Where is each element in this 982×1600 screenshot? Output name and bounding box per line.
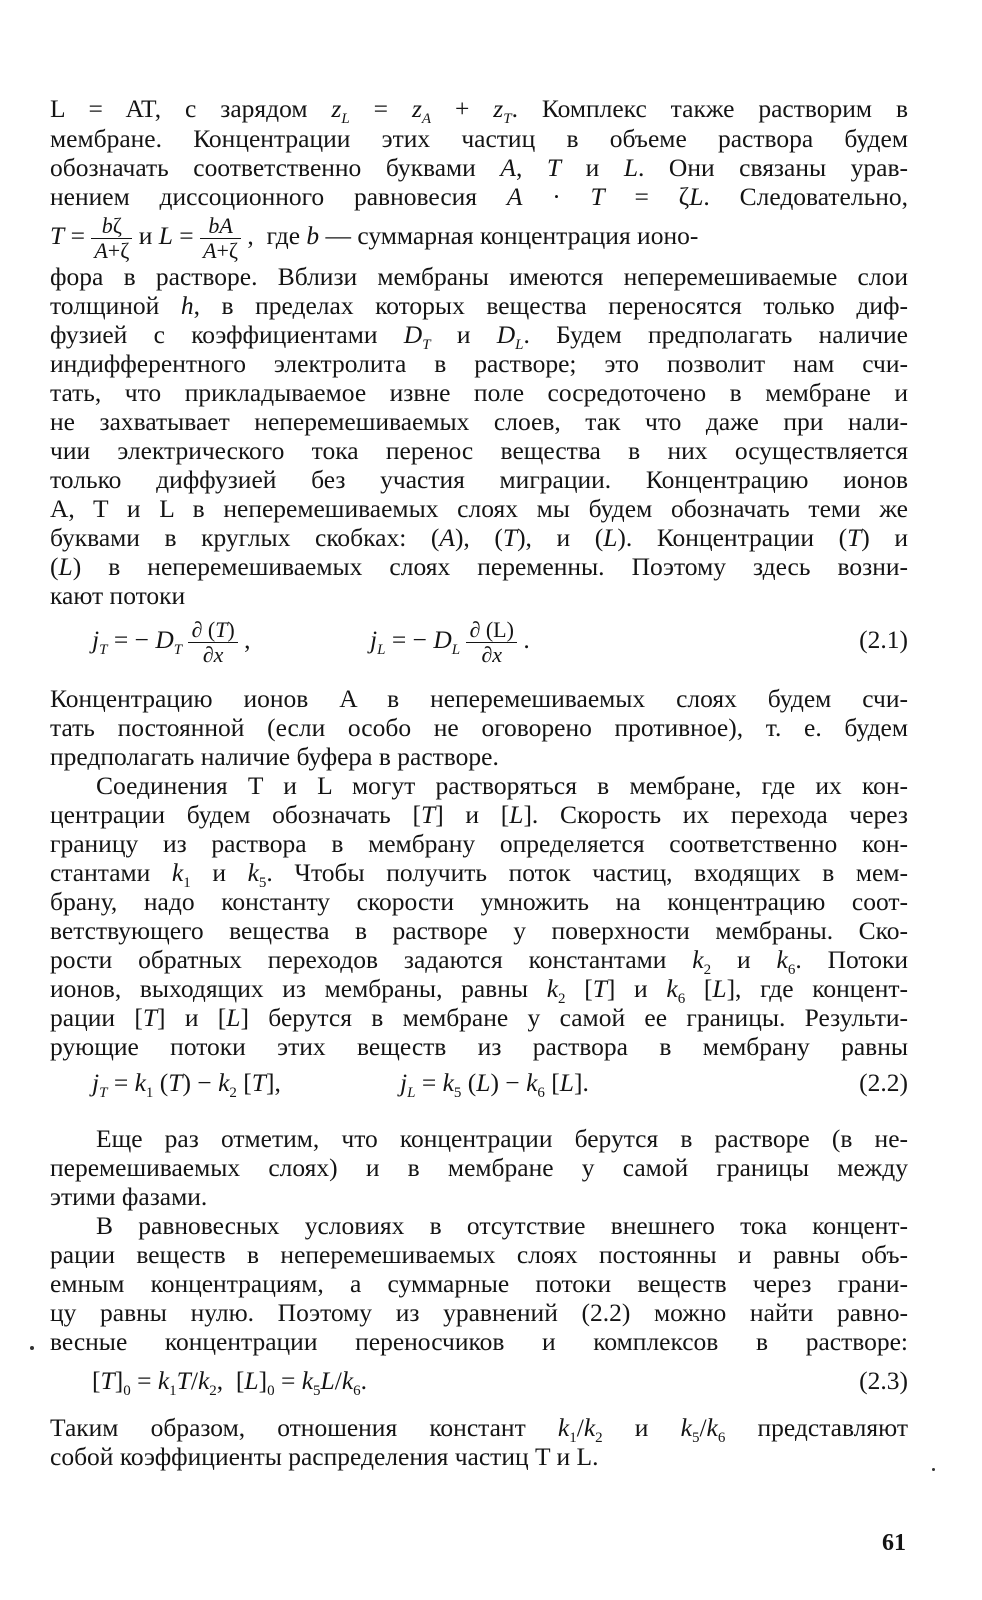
text-line-fraction: T = $\frac{b\zeta}{A+\zeta}$ и L = $\frac{bA}{A+\zeta}$ , где b — суммарная концентрация ионо- <box>50 212 699 263</box>
scan-speck <box>932 1468 935 1471</box>
text-line: весные концентрации переносчиков и комплексов в растворе: <box>50 1327 908 1356</box>
text-line: брану, надо константу скорости умножить на концентрацию соот- <box>50 887 908 916</box>
text-line: тать, что прикладываемое извне поле сосредоточено в мембране и <box>50 378 908 407</box>
text-line: A, T и L в неперемешиваемых слоях мы будем обозначать теми же <box>50 494 908 523</box>
text-line: нением диссоционного равновесия A · T = ζL. Следовательно, <box>50 182 908 211</box>
text-line: Таким образом, отношения констант $k_1/k_2$ и $k_5/k_6$ представляют <box>50 1413 908 1447</box>
equation-2-3: $[T]_0 = k_1T/k_2$, $[L]_0 = k_5L/k_6$. <box>92 1366 368 1400</box>
text-line: ионов, выходящих из мембраны, равны $k_2$ [T] и $k_6$ [L], где концент- <box>50 974 908 1008</box>
text-line: Концентрацию ионов A в неперемешиваемых слоях будем счи- <box>50 684 908 713</box>
text-line: обозначать соответственно буквами A, T и L. Они связаны урав- <box>50 153 909 182</box>
text-line: рующие потоки этих веществ из раствора в мембрану равны <box>50 1032 908 1061</box>
text-line: буквами в круглых скобках: (A), (T), и (L). Концентрации (T) и <box>50 523 908 552</box>
text-line: не захватывает неперемешиваемых слоев, так что даже при нали- <box>50 407 908 436</box>
text-line: только диффузией без участия миграции. Концентрацию ионов <box>50 465 908 494</box>
equation-2-2-right: $j_L = k_5$ $(L) - k_6$ [L]. <box>400 1068 589 1102</box>
text-line: мембране. Концентрации этих частиц в объеме раствора будем <box>50 124 908 153</box>
text-line: фора в растворе. Вблизи мембраны имеются неперемешиваемые слои <box>50 262 908 291</box>
equation-2-2-left: $j_T = k_1$ $(T) - k_2$ [T], <box>92 1068 281 1102</box>
text-line: перемешиваемых слоях) и в мембране у самой границы между <box>50 1153 908 1182</box>
text-line: чии электрического тока перенос вещества в них осуществляется <box>50 436 908 465</box>
text-line: фузией с коэффициентами $D_T$ и $D_L$. Будем предполагать наличие <box>50 320 908 354</box>
equation-number: (2.1) <box>859 625 908 654</box>
text-line: этими фазами. <box>50 1182 208 1211</box>
text-line: Еще раз отметим, что концентрации берутся в растворе (в не- <box>96 1124 908 1153</box>
text-line: рации [T] и [L] берутся в мембране у самой ее границы. Результи- <box>50 1003 908 1032</box>
text-line: Соединения T и L могут растворяться в мембране, где их кон- <box>96 771 908 800</box>
text-line: границу из раствора в мембрану определяется соответственно кон- <box>50 829 908 858</box>
text-line: L = AT, с зарядом $z_L = z_A + z_T$. Комплекс также растворим в <box>50 94 908 128</box>
text-line: предполагать наличие буфера в растворе. <box>50 742 499 771</box>
text-line: кают потоки <box>50 581 186 610</box>
text-line: центрации будем обозначать [T] и [L]. Скорость их перехода через <box>50 800 908 829</box>
text-line: рости обратных переходов задаются константами $k_2$ и $k_6$. Потоки <box>50 945 908 979</box>
text-line: емным концентрациям, а суммарные потоки веществ через грани- <box>50 1269 908 1298</box>
scan-speck <box>30 1346 34 1350</box>
text-line: собой коэффициенты распределения частиц T и L. <box>50 1442 599 1471</box>
equation-2-1-left: $j_T$ = − $D_T$ $\frac{\partial (T)}{\partial x}$ , <box>92 616 251 667</box>
text-line: толщиной h, в пределах которых вещества переносятся только диф- <box>50 291 908 320</box>
equation-number: (2.3) <box>859 1366 908 1395</box>
page-number: 61 <box>882 1530 906 1556</box>
text-line: рации веществ в неперемешиваемых слоях постоянны и равны объ- <box>50 1240 908 1269</box>
text-line: цу равны нулю. Поэтому из уравнений (2.2) можно найти равно- <box>50 1298 908 1327</box>
equation-number: (2.2) <box>859 1068 908 1097</box>
text-line: тать постоянной (если особо не оговорено противное), т. е. будем <box>50 713 908 742</box>
text-line: индифферентного электролита в растворе; это позволит нам счи- <box>50 349 908 378</box>
text-line: (L) в неперемешиваемых слоях переменны. Поэтому здесь возни- <box>50 552 908 581</box>
text-line: В равновесных условиях в отсутствие внешнего тока концент- <box>96 1211 908 1240</box>
equation-2-1-right: $j_L$ = − $D_L$ $\frac{\partial (L)}{\partial x}$ . <box>370 616 530 667</box>
text-line: стантами $k_1$ и $k_5$. Чтобы получить поток частиц, входящих в мем- <box>50 858 908 892</box>
text-line: ветствующего вещества в растворе у поверхности мембраны. Ско- <box>50 916 908 945</box>
